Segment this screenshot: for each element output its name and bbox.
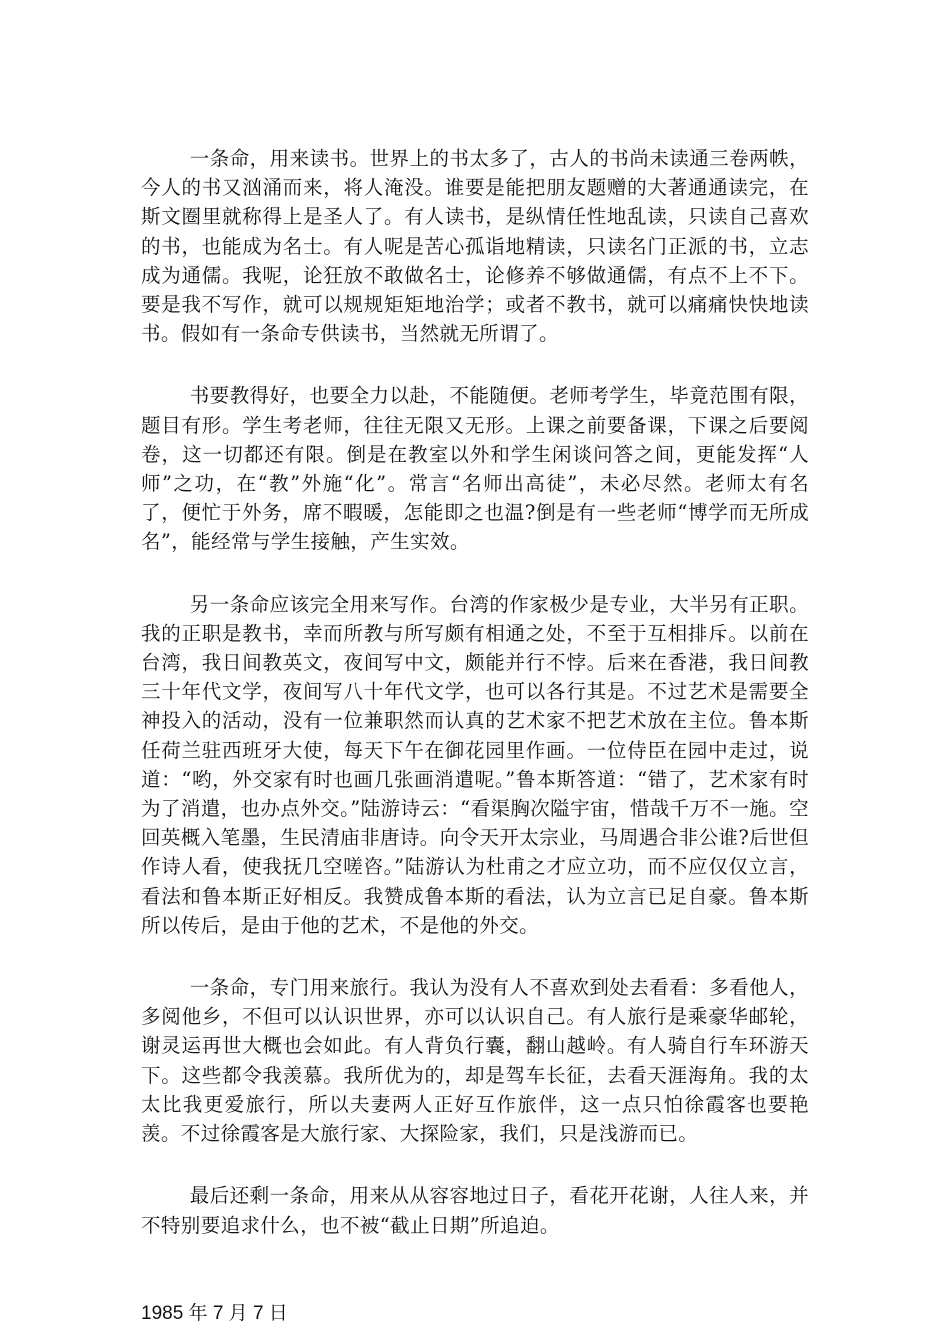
paragraph-teaching: 书要教得好，也要全力以赴，不能随便。老师考学生，毕竟范围有限，题目有形。学生考老师，往往无限又无形。上课之前要备课，下课之后要阅卷，这一切都还有限。倒是在教室以外和学生闲谈问答之间，更能发挥“人师”之功，在“教”外施“化”。常言“名师出高徒”，未必尽然。老师太有名了，便忙于外务，席不暇暖，怎能即之也温?倒是有一些老师“博学而无所成名”，能经常与学生接触，产生实效。 [141, 384, 809, 554]
paragraph-travel: 一条命，专门用来旅行。我认为没有人不喜欢到处去看看：多看他人，多阅他乡，不但可以认识世界，亦可以认识自己。有人旅行是乘豪华邮轮，谢灵运再世大概也会如此。有人背负行囊，翻山越岭。有人骑自行车环游天下。这些都令我羡慕。我所优为的，却是驾车长征，去看天涯海角。我的太太比我更爱旅行，所以夫妻两人正好互作旅伴，这一点只怕徐霞客也要艳羡。不过徐霞客是大旅行家、大探险家，我们，只是浅游而已。 [141, 976, 809, 1146]
paragraph-reading: 一条命，用来读书。世界上的书太多了，古人的书尚未读通三卷两帙，今人的书又汹涌而来，将人淹没。谁要是能把朋友题赠的大著通通读完，在斯文圈里就称得上是圣人了。有人读书，是纵情任性地乱读，只读自己喜欢的书，也能成为名士。有人呢是苦心孤诣地精读，只读名门正派的书，立志成为通儒。我呢，论狂放不敢做名士，论修养不够做通儒，有点不上不下。要是我不写作，就可以规规矩矩地治学；或者不教书，就可以痛痛快快地读书。假如有一条命专供读书，当然就无所谓了。 [141, 147, 809, 346]
document-page [141, 144, 809, 1328]
paragraph-writing: 另一条命应该完全用来写作。台湾的作家极少是专业，大半另有正职。我的正职是教书，幸而所教与所写颇有相通之处，不至于互相排斥。以前在台湾，我日间教英文，夜间写中文，颇能并行不悖。后来在香港，我日间教三十年代文学，夜间写八十年代文学，也可以各行其是。不过艺术是需要全神投入的活动，没有一位兼职然而认真的艺术家不把艺术放在主位。鲁本斯任荷兰驻西班牙大使，每天下午在御花园里作画。一位侍臣在园中走过，说道：“哟，外交家有时也画几张画消遣呢。”鲁本斯答道：“错了，艺术家有时为了消遣，也办点外交。”陆游诗云：“看渠胸次隘宇宙，惜哉千万不一施。空回英概入笔墨，生民清庙非唐诗。向令天开太宗业，马周遇合非公谁?后世但作诗人看，使我抚几空嗟咨。”陆游认为杜甫之才应立功，而不应仅仅立言，看法和鲁本斯正好相反。我赞成鲁本斯的看法，认为立言已足自豪。鲁本斯所以传后，是由于他的艺术，不是他的外交。 [141, 592, 809, 937]
paragraph-leisure: 最后还剩一条命，用来从从容容地过日子，看花开花谢，人往人来，并不特别要追求什么，也不被“截止日期”所追迫。 [141, 1184, 809, 1237]
document-date: 1985 年 7 月 7 日 [141, 1302, 288, 1324]
